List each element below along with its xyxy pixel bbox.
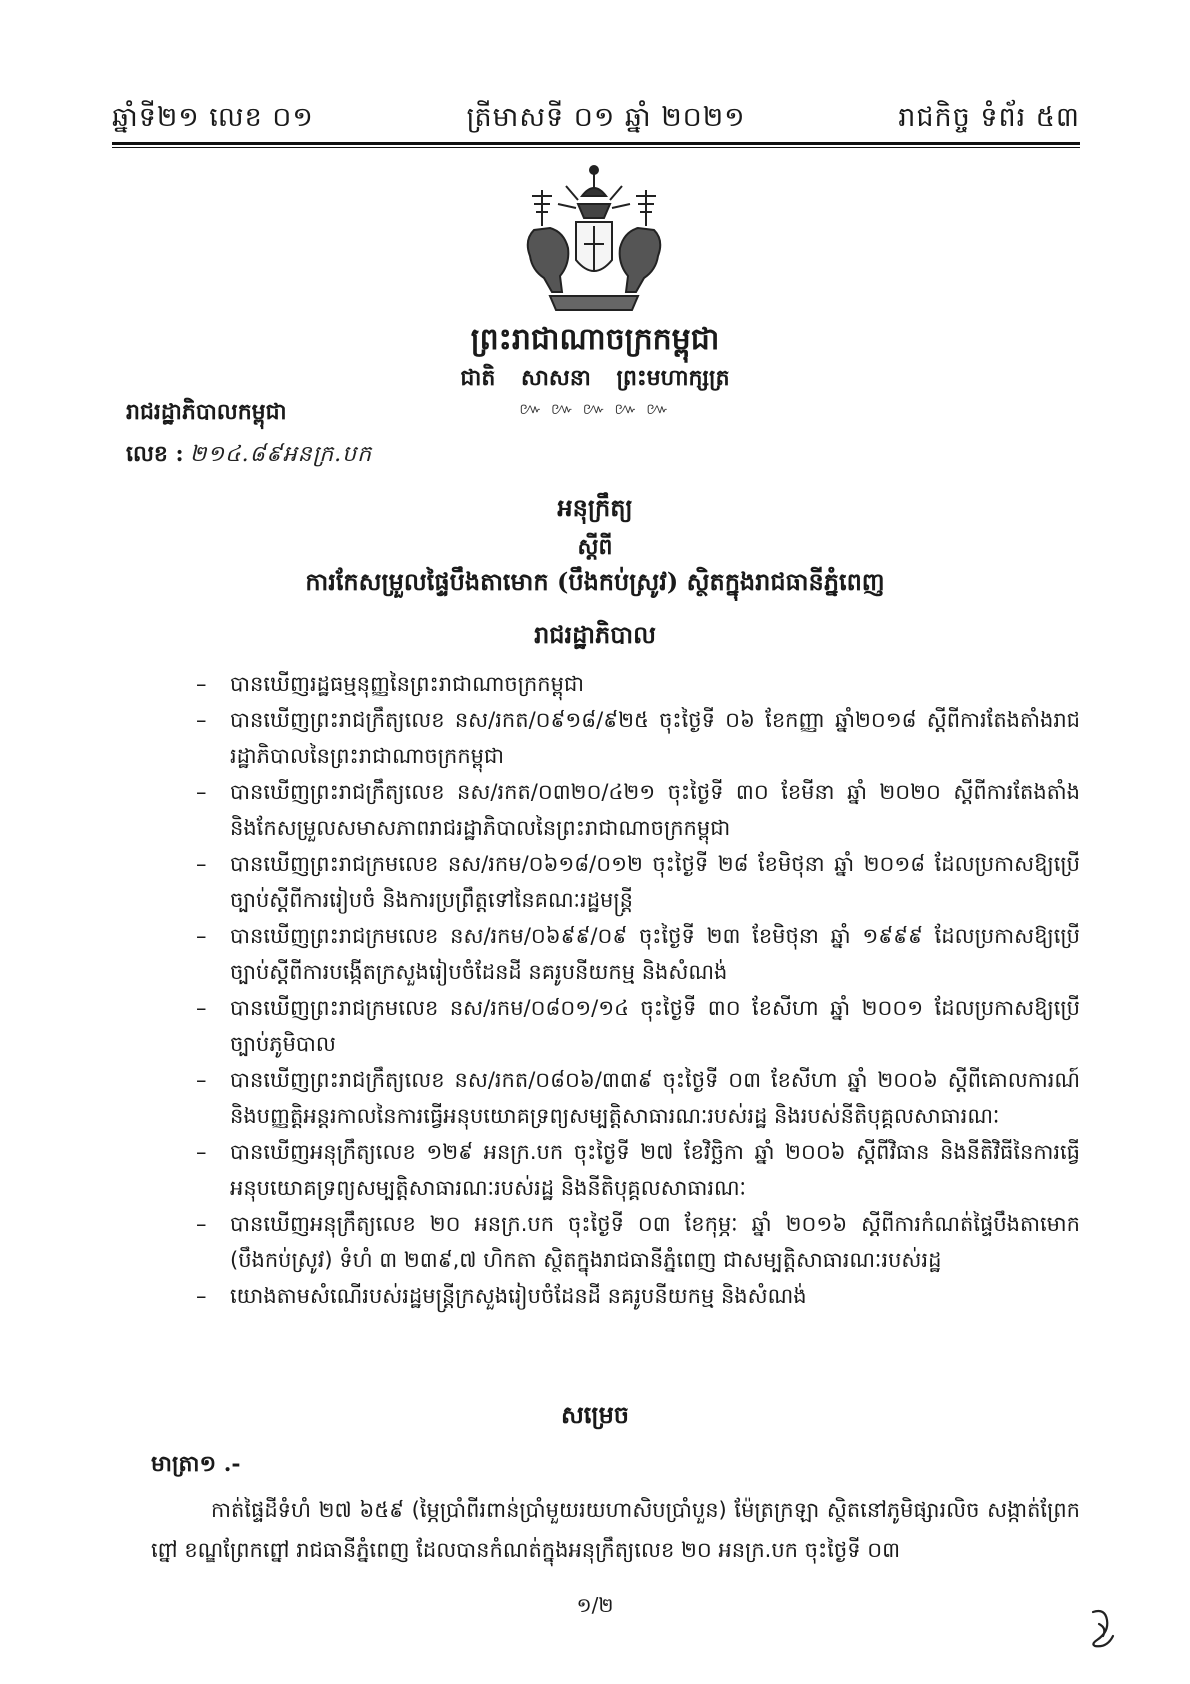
list-item: [196, 1134, 1080, 1206]
preamble-text: – បានឃើញអនុក្រឹត្យលេខ ១២៩ អនក្រ.បក ចុះថ្ងៃទី ២៧ ខែវិច្ឆិកា ឆ្នាំ ២០០៦ ស្តីពីវិធាន និងនីតិវិធីនៃការធ្វើអនុបយោគទ្រព្យសម្បត្តិសាធារណៈរបស់រដ្ឋ និងនីតិបុគ្គលសាធារណៈ: [230, 1140, 1080, 1200]
preamble-text: – បានឃើញព្រះរាជក្រមលេខ នស/រកម/០៨០១/១៤ ចុះថ្ងៃទី ៣០ ខែសីហា ឆ្នាំ ២០០១ ដែលប្រកាសឱ្យប្រើច្បាប់ភូមិបាល: [230, 996, 1080, 1056]
list-item: [196, 1278, 1080, 1314]
document-type: អនុក្រឹត្យ: [557, 493, 633, 522]
ornament-divider: ៚ ៚ ៚ ៚ ៚: [519, 399, 671, 418]
header-divider-thin: [112, 147, 1080, 148]
gazette-header: [112, 96, 1080, 140]
preamble-text: – យោងតាមសំណើរបស់រដ្ឋមន្ត្រីក្រសួងរៀបចំដែនដី នគរូបនីយកម្ម និងសំណង់: [230, 1284, 807, 1308]
article-heading: មាត្រា១ .-: [151, 1451, 241, 1477]
list-item: [196, 990, 1080, 1062]
royal-coat-of-arms-icon: [504, 160, 684, 320]
preamble-text: – បានឃើញអនុក្រឹត្យលេខ ២០ អនក្រ.បក ចុះថ្ងៃទី ០៣ ខែកុម្ភៈ ឆ្នាំ ២០១៦ ស្តីពីការកំណត់ផ្ទៃបឹងតាមោក (បឹងកប់ស្រូវ) ទំហំ ៣ ២៣៩,៧ ហិកតា ស្ថិតក្នុងរាជធានីភ្នំពេញ ជាសម្បត្តិសាធារណៈរបស់រដ្ឋ: [230, 1212, 1080, 1272]
list-item: [196, 666, 1080, 702]
kingdom-name: ព្រះរាជាណាចក្រកម្ពុជា: [470, 322, 720, 357]
document-number-value: ២១៤.៨៩អនក្រ.បក: [189, 442, 373, 467]
list-item: [196, 846, 1080, 918]
preamble-text: – បានឃើញរដ្ឋធម្មនុញ្ញនៃព្រះរាជាណាចក្រកម្ពុជា: [230, 672, 584, 696]
list-item: [196, 1206, 1080, 1278]
header-divider: [112, 142, 1080, 145]
page-number: ១/២: [576, 1593, 614, 1617]
document-subject: ការកែសម្រួលផ្ទៃបឹងតាមោក (បឹងកប់ស្រូវ) ស្ថិតក្នុងរាជធានីភ្នំពេញ: [305, 567, 885, 596]
article-paragraph: កាត់ផ្ទៃដីទំហំ ២៧ ៦៥៩ (ម្ភៃប្រាំពីរពាន់ប្រាំមួយរយហាសិបប្រាំបួន) ម៉ែត្រក្រឡា ស្ថិតនៅភូមិផ្សារលិច សង្កាត់ព្រែកព្នៅ ខណ្ឌព្រែកព្នៅ រាជធានីភ្នំពេញ ដែលបានកំណត់ក្នុងអនុក្រឹត្យលេខ ២០ អនក្រ.បក ចុះថ្ងៃទី ០៣: [151, 1498, 1080, 1562]
preamble-text: – បានឃើញព្រះរាជក្រឹត្យលេខ នស/រកត/០៨០៦/៣៣៩ ចុះថ្ងៃទី ០៣ ខែសីហា ឆ្នាំ ២០០៦ ស្តីពីគោលការណ៍ និងបញ្ញត្តិអន្តរកាលនៃការធ្វើអនុបយោគទ្រព្យសម្បត្តិសាធារណៈរបស់រដ្ឋ និងរបស់នីតិបុគ្គលសាធារណៈ: [230, 1068, 1080, 1128]
preamble-list: [196, 666, 1080, 1314]
list-item: [196, 702, 1080, 774]
authority-heading: រាជរដ្ឋាភិបាល: [534, 620, 656, 649]
preamble-text: – បានឃើញព្រះរាជក្រមលេខ នស/រកម/០៦៩៩/០៩ ចុះថ្ងៃទី ២៣ ខែមិថុនា ឆ្នាំ ១៩៩៩ ដែលប្រកាសឱ្យប្រើច្បាប់ស្តីពីការបង្កើតក្រសួងរៀបចំដែនដី នគរូបនីយកម្ម និងសំណង់: [230, 924, 1080, 984]
list-item: [196, 1062, 1080, 1134]
header-quarter: ត្រីមាសទី ០១ ឆ្នាំ ២០២១: [466, 102, 746, 133]
handwritten-initial-icon: [1085, 1606, 1119, 1650]
preamble-text: – បានឃើញព្រះរាជក្រឹត្យលេខ នស/រកត/០៣២០/៤២១ ចុះថ្ងៃទី ៣០ ខែមីនា ឆ្នាំ ២០២០ ស្តីពីការតែងតាំង និងកែសម្រួលសមាសភាពរាជរដ្ឋាភិបាលនៃព្រះរាជាណាចក្រកម្ពុជា: [230, 780, 1080, 840]
header-page: រាជកិច្ច ទំព័រ ៥៣: [898, 102, 1080, 133]
document-number-label: លេខ :: [126, 441, 184, 467]
title-about: ស្តីពី: [577, 534, 613, 560]
national-motto: ជាតិ សាសនា ព្រះមហាក្សត្រ: [460, 365, 730, 391]
list-item: [196, 918, 1080, 990]
list-item: [196, 774, 1080, 846]
decision-heading: សម្រេច: [560, 1400, 630, 1429]
preamble-text: – បានឃើញព្រះរាជក្រមលេខ នស/រកម/០៦១៨/០១២ ចុះថ្ងៃទី ២៨ ខែមិថុនា ឆ្នាំ ២០១៨ ដែលប្រកាសឱ្យប្រើច្បាប់ស្តីពីការរៀបចំ និងការប្រព្រឹត្តទៅនៃគណៈរដ្ឋមន្ត្រី: [230, 852, 1080, 912]
document-number: [126, 440, 372, 472]
issuing-authority: រាជរដ្ឋាភិបាលកម្ពុជា: [126, 399, 287, 425]
preamble-text: – បានឃើញព្រះរាជក្រឹត្យលេខ នស/រកត/០៩១៨/៩២៥ ចុះថ្ងៃទី ០៦ ខែកញ្ញា ឆ្នាំ២០១៨ ស្តីពីការតែងតាំងរាជរដ្ឋាភិបាលនៃព្រះរាជាណាចក្រកម្ពុជា: [230, 708, 1080, 768]
header-issue: ឆ្នាំទី២១ លេខ ០១: [112, 102, 314, 133]
